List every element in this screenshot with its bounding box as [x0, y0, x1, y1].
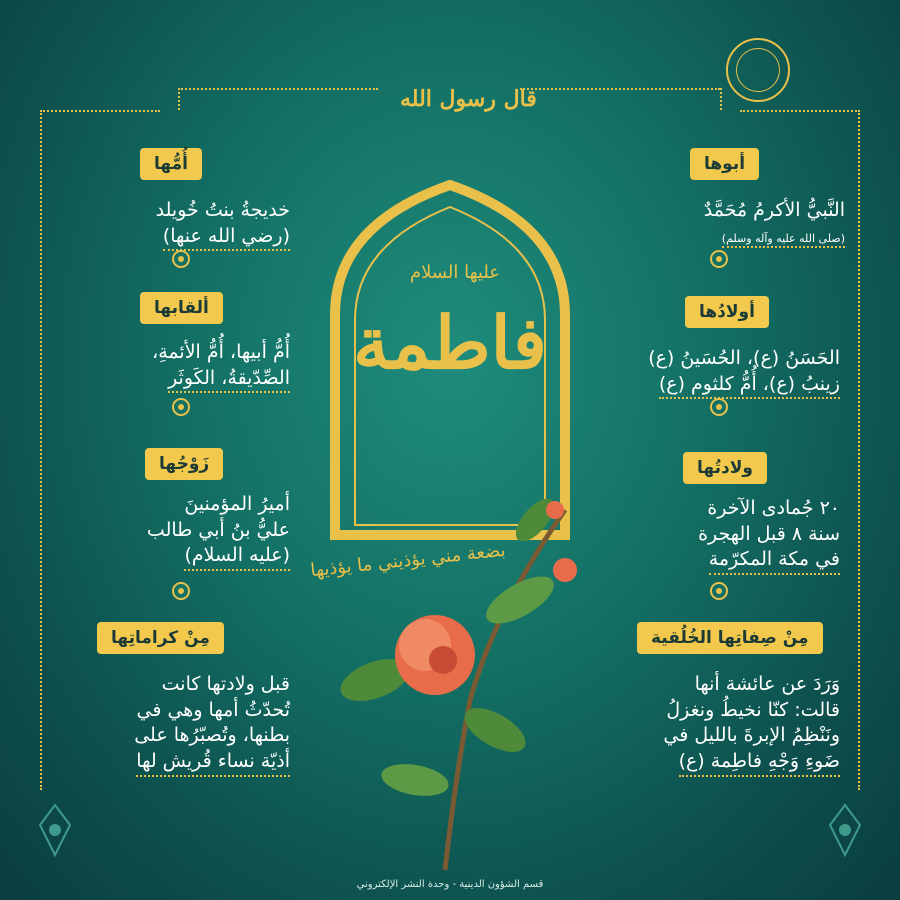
corner-ornament-icon	[20, 800, 90, 860]
center-name: فاطمة	[353, 300, 547, 385]
label-titles: ألقابها	[140, 292, 223, 324]
emblem-seal-icon	[726, 38, 790, 102]
text-children: الحَسَنُ (ع)، الحُسَينُ (ع) زينبُ (ع)، أُمُّ كلثوم (ع)	[590, 346, 840, 399]
text-miracles: قبل ولادتها كانت تُحدّثُ أمها وهي في بطنها، وتُصبّرُها على أذيّة نساء قُريش لها	[40, 672, 290, 777]
center-caption: بضعة مني يؤذيني ما يؤذيها	[309, 539, 507, 582]
knot-ornament-icon	[172, 398, 190, 416]
label-traits: مِنْ صِفاتِها الخُلُقية	[637, 622, 823, 654]
frame-line	[178, 88, 180, 110]
knot-ornament-icon	[172, 582, 190, 600]
rose-branch-illustration	[295, 480, 625, 880]
label-husband: زَوْجُها	[145, 448, 223, 480]
frame-line	[40, 110, 160, 112]
text-father: النَّبيُّ الأكرمُ مُحَمَّدٌ (صلى الله عليه وآله وسلم)	[595, 198, 845, 249]
label-mother: أُمُّها	[140, 148, 202, 180]
text-birth: ٢٠ جُمادى الآخرة سنة ٨ قبل الهجرة في مكة المكرّمة	[590, 496, 840, 575]
text-traits: وَرَدَ عن عائشة أنها قالت: كنّا نخيطُ ونغزلُ ونَنْظِمُ الإبرةَ بالليل في ضَوءِ وَجْهِ فاطِمة (ع)	[590, 672, 840, 777]
label-birth: ولادتُها	[683, 452, 767, 484]
frame-line	[740, 110, 860, 112]
corner-ornament-icon	[810, 800, 880, 860]
label-children: أولادُها	[685, 296, 769, 328]
frame-line	[178, 88, 378, 90]
frame-line	[858, 110, 860, 790]
knot-ornament-icon	[710, 398, 728, 416]
top-phrase: قال رسول الله	[400, 86, 537, 112]
frame-line	[520, 88, 720, 90]
center-honorific: عليها السلام	[409, 262, 501, 283]
text-mother: خديجةُ بنتُ خُويلد (رضي الله عنها)	[40, 198, 290, 251]
label-miracles: مِنْ كراماتِها	[97, 622, 224, 654]
label-father: أبوها	[690, 148, 759, 180]
knot-ornament-icon	[710, 250, 728, 268]
footer-credit: قسم الشؤون الدينية - وحدة النشر الإلكتروني	[356, 879, 544, 890]
text-husband: أميرُ المؤمنينَ عليُّ بنُ أبي طالب (عليه السلام)	[40, 492, 290, 571]
text-titles: أُمُّ أبيها، أُمُّ الأئمةِ، الصِّدّيقةُ، الكَوثَر	[40, 340, 290, 393]
knot-ornament-icon	[710, 582, 728, 600]
frame-line	[720, 88, 722, 110]
knot-ornament-icon	[172, 250, 190, 268]
